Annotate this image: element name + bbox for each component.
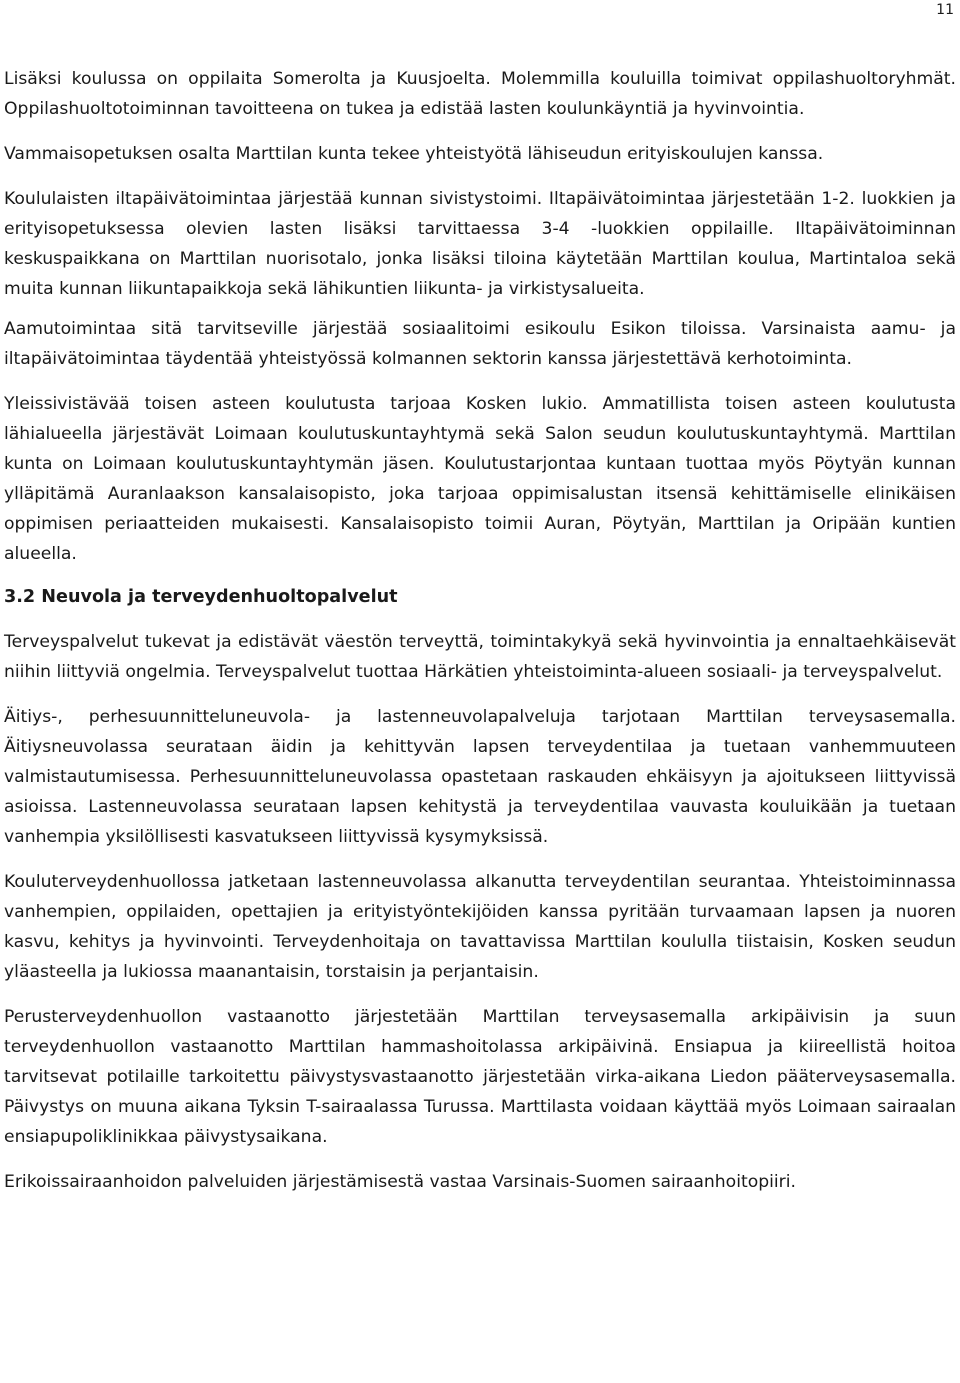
paragraph-afternoon-activities: Koululaisten iltapäivätoimintaa järjestää kunnan sivistystoimi. Iltapäivätoimintaa järjestetään 1-2. luokkien ja erityisopetuksessa olevien lasten lisäksi tarvittaessa 3-4 -luokkien oppilaille. Iltapäivätoiminnan keskuspaikkana on Marttilan nuorisotalo, jonka lisäksi tiloina käytetään Marttilan koulua, Martintaloa sekä muita kunnan liikuntapaikkoja sekä lähikuntien liikunta- ja virkistysalueita.	[4, 189, 956, 299]
paragraph-secondary-education: Yleissivistävää toisen asteen koulutusta tarjoaa Kosken lukio. Ammatillista toisen asteen koulutusta lähialueella järjestävät Loimaan koulutuskuntayhtymä sekä Salon seudun koulutuskuntayhtymä. Marttilan kunta on Loimaan koulutuskuntayhtymän jäsen. Koulutustarjontaa kuntaan tuottaa myös Pöytyän kunnan ylläpitämä Auranlaakson kansalaisopisto, joka tarjoaa oppimisalustan itsensä kehittämiselle elinikäisen oppimisen periaatteiden mukaisesti. Kansalaisopisto toimii Auran, Pöytyän, Marttilan ja Oripään kuntien alueella.	[4, 394, 956, 564]
paragraph-special-education: Vammaisopetuksen osalta Marttilan kunta tekee yhteistyötä lähiseudun erityiskoulujen kanssa.	[4, 144, 824, 164]
paragraph-student-welfare: Lisäksi koulussa on oppilaita Somerolta ja Kuusjoelta. Molemmilla kouluilla toimivat oppilashuoltoryhmät. Oppilashuoltotoiminnan tavoitteena on tukea ja edistää lasten koulunkäyntiä ja hyvinvointia.	[4, 69, 956, 119]
page-content	[4, 64, 956, 1197]
section-heading: 3.2 Neuvola ja terveydenhuoltopalvelut	[4, 587, 398, 607]
paragraph-school-health: Kouluterveydenhuollossa jatketaan lastenneuvolassa alkanutta terveydentilan seurantaa. Yhteistoiminnassa vanhempien, oppilaiden, opettajien ja erityistyöntekijöiden kanssa pyritään turvaamaan lapsen ja nuoren kasvu, kehitys ja hyvinvointi. Terveydenhoitaja on tavattavissa Marttilan koululla tiistaisin, Kosken seudun yläasteella ja lukiossa maanantaisin, torstaisin ja perjantaisin.	[4, 872, 956, 982]
paragraph-health-services: Terveyspalvelut tukevat ja edistävät väestön terveyttä, toimintakykyä sekä hyvinvointia ja ennaltaehkäisevät niihin liittyviä ongelmia. Terveyspalvelut tuottaa Härkätien yhteistoiminta-alueen sosiaali- ja terveyspalvelut.	[4, 632, 956, 682]
paragraph-maternity-clinic: Äitiys-, perhesuunnitteluneuvola- ja lastenneuvolapalveluja tarjotaan Marttilan terveysasemalla. Äitiysneuvolassa seurataan äidin ja kehittyvän lapsen terveydentilaa ja tuetaan vanhemmuuteen valmistautumisessa. Perhesuunnitteluneuvolassa opastetaan raskauden ehkäisyyn ja ajoitukseen liittyvissä asioissa. Lastenneuvolassa seurataan lapsen kehitystä ja terveydentilaa vauvasta kouluikään ja tuetaan vanhempia yksilöllisesti kasvatukseen liittyvissä kysymyksissä.	[4, 707, 956, 847]
paragraph-morning-activities: Aamutoimintaa sitä tarvitseville järjestää sosiaalitoimi esikoulu Esikon tiloissa. Varsinaista aamu- ja iltapäivätoimintaa täydentää yhteistyössä kolmannen sektorin kanssa järjestettävä kerhotoiminta.	[4, 319, 956, 369]
paragraph-primary-care: Perusterveydenhuollon vastaanotto järjestetään Marttilan terveysasemalla arkipäivisin ja suun terveydenhuollon vastaanotto Marttilan hammashoitolassa arkipäivinä. Ensiapua ja kiireellistä hoitoa tarvitsevat potilaille tarkoitettu päivystysvastaanotto järjestetään virka-aikana Liedon pääterveysasemalla. Päivystys on muuna aikana Tyksin T-sairaalassa Turussa. Marttilasta voidaan käyttää myös Loimaan sairaalan ensiapupoliklinikkaa päivystysaikana.	[4, 1007, 956, 1147]
paragraph-specialized-care: Erikoissairaanhoidon palveluiden järjestämisestä vastaa Varsinais-Suomen sairaanhoitopiiri.	[4, 1172, 796, 1192]
page-number: 11	[936, 2, 954, 18]
